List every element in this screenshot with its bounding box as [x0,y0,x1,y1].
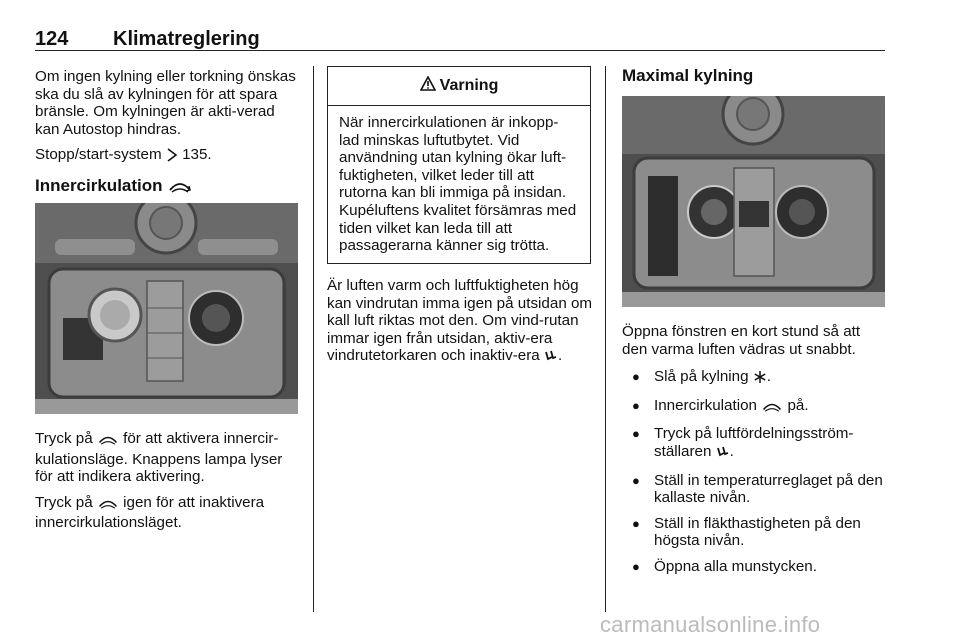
watermark: carmanualsonline.info [600,612,821,637]
recirculation-icon [167,180,193,198]
header-rule [35,50,885,51]
warning-icon [420,76,436,96]
warning-box [327,66,591,264]
column-1-lower [35,430,301,540]
list-item: ● Slå på kylning . [622,368,886,389]
deactivate-text-a: Tryck på [35,493,93,511]
section-heading [35,177,301,198]
cross-reference [35,146,301,167]
step-text: Slå på kylning [654,368,749,386]
list-item: ● Ställ in fläkthastigheten på den högsta nivån. [622,515,886,550]
max-cooling-panel-photo [622,96,885,307]
column-2-lower [327,277,593,376]
step-suffix: på. [787,396,809,414]
column-3-lower [622,323,886,584]
intro-paragraph: Om ingen kylning eller torkning önskas ska du slå av kylningen för att spara bränsle. Om kylningen är akti-verad kan Autostop hindras. [35,68,296,138]
warning-title: Varning [439,77,499,94]
column-divider [605,66,606,612]
section-heading: Maximal kylning [622,66,754,85]
warning-header [328,67,590,106]
page-header [35,28,885,50]
snowflake-icon [753,370,767,389]
fog-text: Är luften varm och luftfuktigheten hög kan vindrutan imma igen på utsidan om kall luft riktas mot den. Om vind-rutan immar igen från utsidan, aktiv-era vindrutetorkaren och inaktiv-era [327,277,593,365]
recirculation-icon [761,400,783,418]
page-title: Klimatreglering [113,28,260,50]
warning-text: När innercirkulationen är inkopp-lad minskas luftutbytet. Vid användning utan kylning ökar luft-fuktigheten, vilket leder till att rutorna kan bli immiga på insidan. Kupéluftens kvalitet försämras med tiden vilket kan leda till att passagerarna känner sig trötta. [339,114,577,255]
column-divider [313,66,314,612]
fog-paragraph: Är luften varm och luftfuktigheten hög kan vindrutan imma igen på utsidan om kall luft riktas mot den. Om vind-rutan immar igen från utsidan, aktiv-era vindrutetorkaren och inaktiv-era . [327,277,593,368]
column-3 [622,67,886,99]
page-number: 124 [35,28,69,50]
recirculation-panel-photo [35,203,298,414]
recirculation-icon [97,433,119,451]
list-item [622,397,886,418]
page-ref-icon [166,148,178,167]
list-item: ● Tryck på luftfördelningsström-ställaren . [622,425,886,463]
step-text: Tryck på luftfördelningsström-ställaren [654,425,854,460]
heading-text: Innercirkulation [35,175,163,195]
deactivate-paragraph [35,494,301,532]
activate-text-b: för att aktivera innercir-kulationsläge. Knappens lampa lyser för att indikera aktivering. [35,430,283,486]
list-item: ● Öppna alla munstycken. [622,558,886,576]
column-1 [35,68,301,212]
activate-text-a: Tryck på [35,430,93,447]
steps-list [622,368,886,575]
list-item: ● Ställ in temperaturreglaget på den kallaste nivån. [622,472,886,507]
windshield-airflow-icon [544,349,558,368]
deactivate-text-b: igen för att inaktivera innercirkulationsläget. [35,493,265,532]
ref-text: Stopp/start-system [35,146,162,164]
activate-paragraph [35,430,301,486]
step-text: Innercirkulation [654,396,757,414]
ref-page: 135. [182,146,212,164]
max-cooling-intro: Öppna fönstren en kort stund så att den varma luften vädras ut snabbt. [622,323,861,358]
windshield-airflow-icon [716,445,730,464]
recirculation-icon [97,497,119,515]
